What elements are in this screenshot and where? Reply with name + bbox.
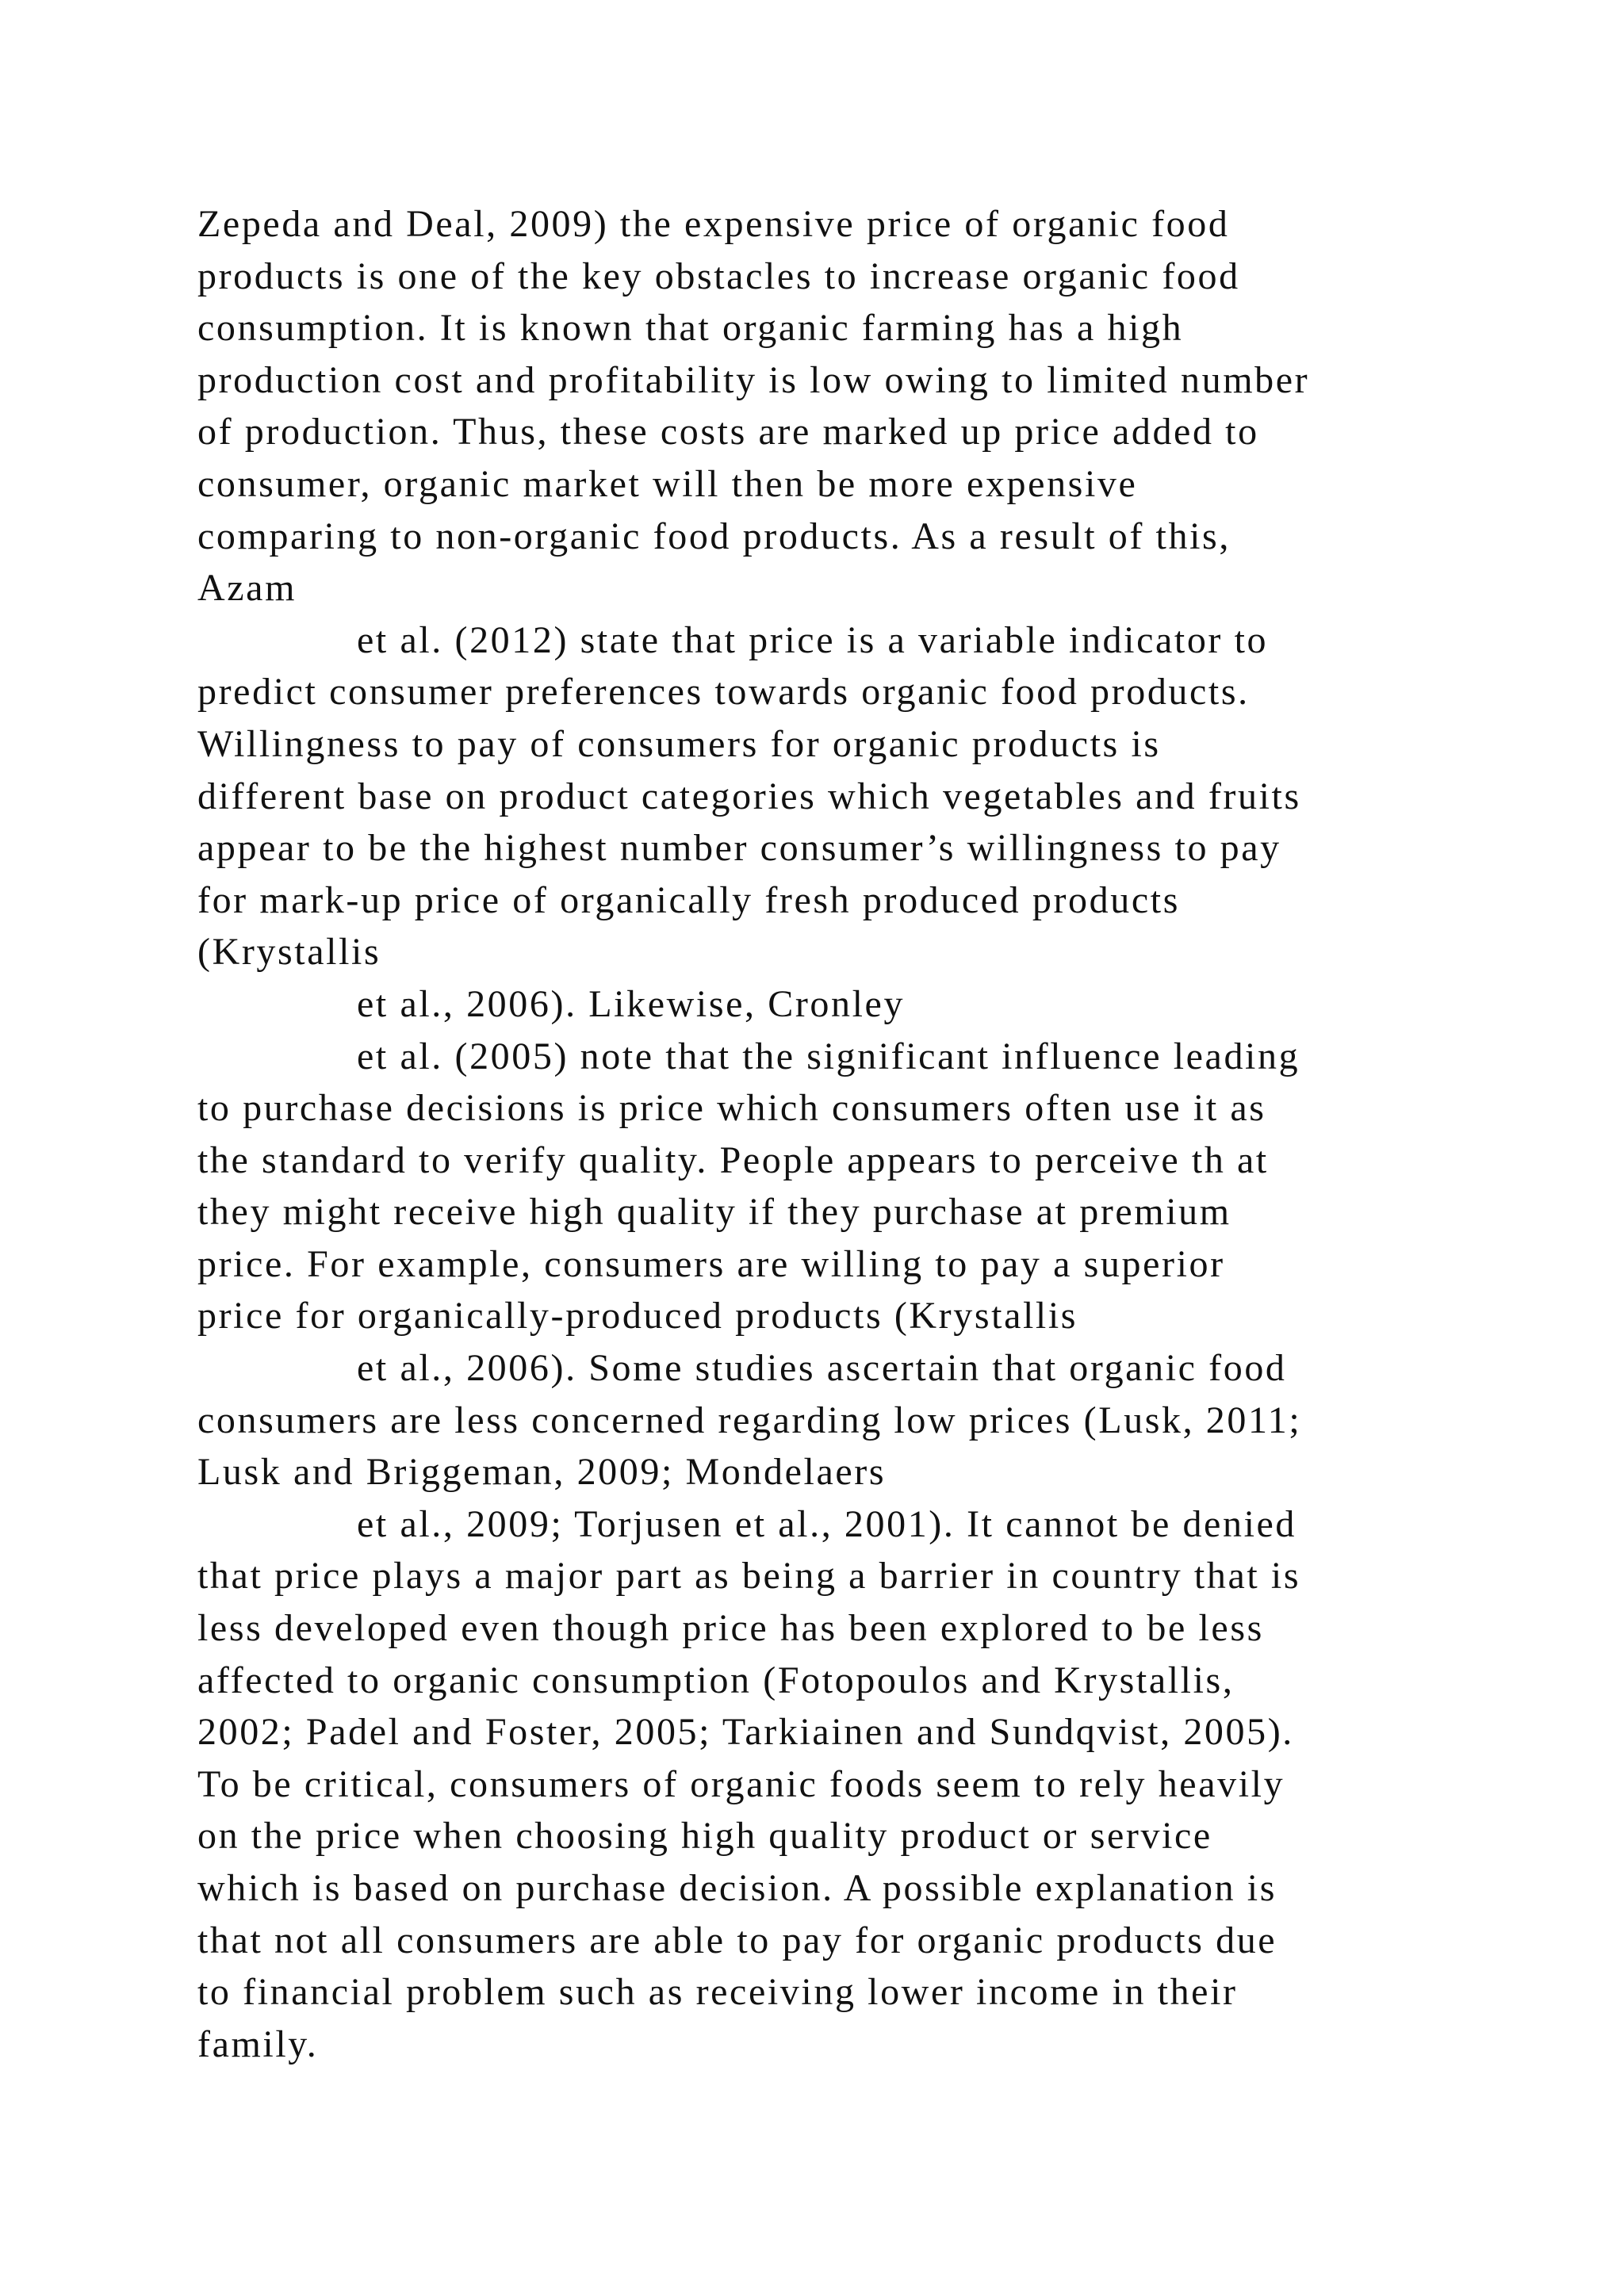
text-line: appear to be the highest number consumer’s willingness to pay xyxy=(197,827,1281,870)
text-line: price for organically-produced products (Krystallis xyxy=(197,1295,1078,1337)
text-line: comparing to non-organic food products. As a result of this, xyxy=(197,515,1231,557)
text-line: for mark-up price of organically fresh produced products xyxy=(197,878,1180,921)
text-line: that price plays a major part as being a barrier in country that is xyxy=(197,1555,1301,1598)
text-line: to purchase decisions is price which consumers often use it as xyxy=(197,1087,1266,1130)
body-text xyxy=(197,198,1561,2070)
text-line: predict consumer preferences towards organic food products. xyxy=(197,671,1250,714)
text-line: Azam xyxy=(197,567,297,610)
text-line: the standard to verify quality. People appears to perceive th at xyxy=(197,1138,1269,1181)
text-line: on the price when choosing high quality product or service xyxy=(197,1815,1212,1858)
text-line: of production. Thus, these costs are marked up price added to xyxy=(197,411,1259,453)
text-line: Lusk and Briggeman, 2009; Mondelaers xyxy=(197,1451,887,1494)
text-line: et al. (2005) note that the significant influence leading xyxy=(357,1035,1300,1077)
text-line: et al., 2006). Some studies ascertain that organic food xyxy=(357,1347,1287,1390)
text-line: affected to organic consumption (Fotopoulos and Krystallis, xyxy=(197,1659,1235,1701)
text-line: to financial problem such as receiving lower income in their xyxy=(197,1971,1238,2014)
text-line: et al., 2006). Likewise, Cronley xyxy=(357,982,906,1025)
text-line: To be critical, consumers of organic foods seem to rely heavily xyxy=(197,1762,1285,1805)
text-line: consumer, organic market will then be more expensive xyxy=(197,462,1138,505)
text-line: et al., 2009; Torjusen et al., 2001). It cannot be denied xyxy=(357,1502,1297,1545)
text-line: less developed even though price has been explored to be less xyxy=(197,1607,1264,1650)
text-line: family. xyxy=(197,2022,319,2065)
text-line: price. For example, consumers are willing to pay a superior xyxy=(197,1242,1225,1285)
text-line: consumption. It is known that organic farming has a high xyxy=(197,307,1184,350)
text-line: production cost and profitability is low owing to limited number xyxy=(197,358,1310,401)
text-line: consumers are less concerned regarding low prices (Lusk, 2011; xyxy=(197,1399,1302,1441)
text-line: different base on product categories which vegetables and fruits xyxy=(197,775,1301,817)
text-line: Zepeda and Deal, 2009) the expensive price of organic food xyxy=(197,203,1230,245)
text-line: (Krystallis xyxy=(197,931,381,974)
text-line: et al. (2012) state that price is a variable indicator to xyxy=(357,618,1269,661)
text-line: products is one of the key obstacles to increase organic food xyxy=(197,254,1240,297)
text-line: Willingness to pay of consumers for organic products is xyxy=(197,722,1161,765)
text-line: that not all consumers are able to pay for organic products due xyxy=(197,1919,1277,1961)
text-line: they might receive high quality if they purchase at premium xyxy=(197,1191,1231,1234)
text-line: which is based on purchase decision. A possible explanation is xyxy=(197,1867,1277,1909)
text-line: 2002; Padel and Foster, 2005; Tarkiainen and Sundqvist, 2005). xyxy=(197,1711,1294,1754)
